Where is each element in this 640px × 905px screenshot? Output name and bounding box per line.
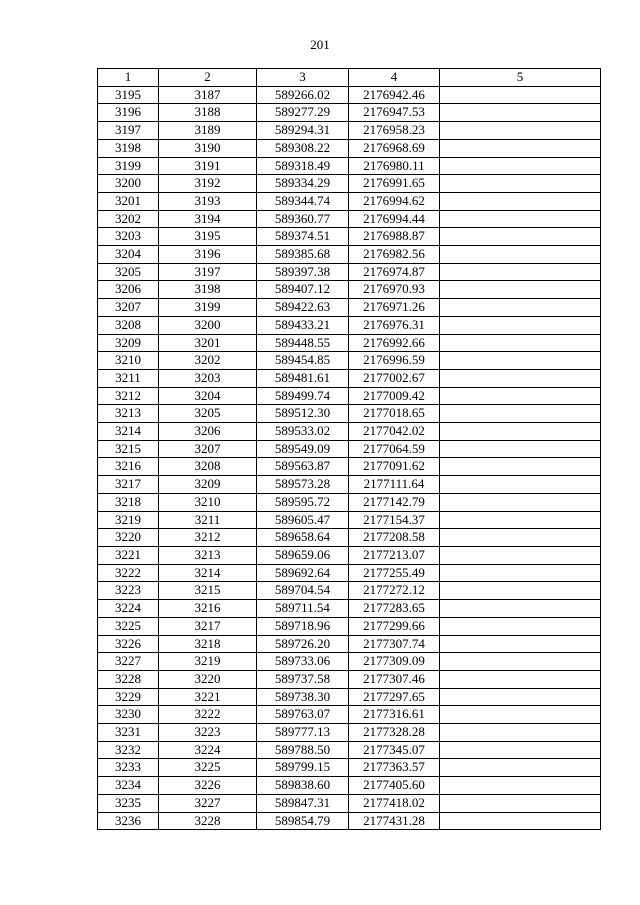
table-cell: 3217 (98, 476, 159, 494)
table-cell (440, 246, 601, 264)
table-cell: 589605.47 (257, 511, 349, 529)
table-cell: 3202 (98, 210, 159, 228)
table-cell (440, 670, 601, 688)
table-cell: 3217 (159, 617, 257, 635)
table-cell: 589344.74 (257, 192, 349, 210)
table-header-row (98, 69, 601, 87)
table-cell: 3198 (98, 139, 159, 157)
table-row (98, 210, 601, 228)
table-cell: 589704.54 (257, 582, 349, 600)
table-cell: 589658.64 (257, 529, 349, 547)
column-header: 5 (440, 69, 601, 87)
table-cell (440, 812, 601, 830)
table-cell (440, 529, 601, 547)
table-cell: 3195 (159, 228, 257, 246)
table-cell: 589533.02 (257, 423, 349, 441)
table-cell: 3205 (98, 263, 159, 281)
table-cell: 589374.51 (257, 228, 349, 246)
table-cell: 2176970.93 (349, 281, 440, 299)
table-row (98, 440, 601, 458)
table-cell: 2177431.28 (349, 812, 440, 830)
table-cell: 3207 (159, 440, 257, 458)
table-cell: 589407.12 (257, 281, 349, 299)
table-cell (440, 688, 601, 706)
table-row (98, 334, 601, 352)
table-cell: 589692.64 (257, 564, 349, 582)
column-header: 4 (349, 69, 440, 87)
table-cell: 3236 (98, 812, 159, 830)
table-cell: 589294.31 (257, 122, 349, 140)
table-cell: 3218 (98, 493, 159, 511)
table-cell: 589573.28 (257, 476, 349, 494)
table-cell (440, 440, 601, 458)
table-row (98, 724, 601, 742)
table-cell (440, 175, 601, 193)
table-row (98, 688, 601, 706)
table-cell (440, 122, 601, 140)
table-cell: 2176991.65 (349, 175, 440, 193)
table-cell (440, 263, 601, 281)
table-cell (440, 316, 601, 334)
table-cell: 3204 (159, 387, 257, 405)
table-cell: 3224 (98, 600, 159, 618)
table-cell (440, 741, 601, 759)
table-cell: 3210 (159, 493, 257, 511)
table-cell: 3214 (98, 423, 159, 441)
coordinates-table (97, 68, 601, 830)
table-cell (440, 86, 601, 104)
table-row (98, 600, 601, 618)
table-cell: 589799.15 (257, 759, 349, 777)
table-cell: 3216 (159, 600, 257, 618)
table-cell: 3189 (159, 122, 257, 140)
table-cell: 3201 (98, 192, 159, 210)
table-cell: 3226 (98, 635, 159, 653)
table-cell (440, 352, 601, 370)
table-cell: 3205 (159, 405, 257, 423)
table-row (98, 546, 601, 564)
table-row (98, 281, 601, 299)
table-row (98, 582, 601, 600)
table-cell: 589277.29 (257, 104, 349, 122)
table-cell: 2177328.28 (349, 724, 440, 742)
table-cell: 3224 (159, 741, 257, 759)
table-cell: 589481.61 (257, 369, 349, 387)
table-row (98, 86, 601, 104)
table-cell: 3216 (98, 458, 159, 476)
table-cell: 2177142.79 (349, 493, 440, 511)
table-cell: 3208 (98, 316, 159, 334)
table-cell (440, 511, 601, 529)
table-cell: 2177255.49 (349, 564, 440, 582)
table-cell: 589397.38 (257, 263, 349, 281)
table-cell: 3215 (98, 440, 159, 458)
table-cell: 2177283.65 (349, 600, 440, 618)
table-cell: 3193 (159, 192, 257, 210)
table-cell: 3204 (98, 246, 159, 264)
table-cell: 589659.06 (257, 546, 349, 564)
table-row (98, 246, 601, 264)
table-cell: 589563.87 (257, 458, 349, 476)
table-cell: 3197 (98, 122, 159, 140)
table-cell: 3221 (98, 546, 159, 564)
table-cell: 3213 (98, 405, 159, 423)
table-cell (440, 564, 601, 582)
table-cell: 2177307.74 (349, 635, 440, 653)
table-row (98, 263, 601, 281)
table-cell: 2177042.02 (349, 423, 440, 441)
table-row (98, 706, 601, 724)
table-cell: 589318.49 (257, 157, 349, 175)
table-cell: 2177009.42 (349, 387, 440, 405)
table-cell: 2177307.46 (349, 670, 440, 688)
table-cell: 2177316.61 (349, 706, 440, 724)
table-cell (440, 334, 601, 352)
table-cell: 589733.06 (257, 653, 349, 671)
table-cell: 589512.30 (257, 405, 349, 423)
table-cell: 3232 (98, 741, 159, 759)
table-cell: 589838.60 (257, 777, 349, 795)
table-cell: 3201 (159, 334, 257, 352)
table-cell: 2176982.56 (349, 246, 440, 264)
table-cell: 589549.09 (257, 440, 349, 458)
table-cell: 2176942.46 (349, 86, 440, 104)
table-cell: 3209 (159, 476, 257, 494)
table-cell: 3226 (159, 777, 257, 795)
table-cell (440, 387, 601, 405)
table-cell: 2176947.53 (349, 104, 440, 122)
table-cell: 589738.30 (257, 688, 349, 706)
table-cell: 589847.31 (257, 794, 349, 812)
table-cell: 589777.13 (257, 724, 349, 742)
column-header: 2 (159, 69, 257, 87)
table-row (98, 352, 601, 370)
table-cell: 3208 (159, 458, 257, 476)
table-row (98, 564, 601, 582)
table-cell: 3187 (159, 86, 257, 104)
table-cell: 589448.55 (257, 334, 349, 352)
table-cell (440, 139, 601, 157)
table-cell: 3215 (159, 582, 257, 600)
table-cell: 3195 (98, 86, 159, 104)
table-cell: 3200 (98, 175, 159, 193)
table-cell: 3222 (98, 564, 159, 582)
table-row (98, 369, 601, 387)
table-row (98, 228, 601, 246)
table-cell (440, 600, 601, 618)
table-row (98, 529, 601, 547)
table-cell: 3206 (98, 281, 159, 299)
table-cell (440, 794, 601, 812)
table-cell: 589385.68 (257, 246, 349, 264)
table-cell: 2176988.87 (349, 228, 440, 246)
table-cell: 589854.79 (257, 812, 349, 830)
table-cell: 3234 (98, 777, 159, 795)
table-cell: 3227 (159, 794, 257, 812)
table-cell: 3202 (159, 352, 257, 370)
table-cell (440, 281, 601, 299)
table-cell (440, 476, 601, 494)
table-cell: 3218 (159, 635, 257, 653)
table-cell (440, 582, 601, 600)
table-cell: 3192 (159, 175, 257, 193)
table-cell: 3197 (159, 263, 257, 281)
table-cell: 589422.63 (257, 299, 349, 317)
table-cell: 2176968.69 (349, 139, 440, 157)
table-cell: 3229 (98, 688, 159, 706)
table-cell: 3198 (159, 281, 257, 299)
table-cell: 2177405.60 (349, 777, 440, 795)
table-cell: 3191 (159, 157, 257, 175)
table-cell: 3207 (98, 299, 159, 317)
table-cell (440, 405, 601, 423)
table-cell: 3190 (159, 139, 257, 157)
table-cell (440, 157, 601, 175)
table-row (98, 405, 601, 423)
table-cell (440, 192, 601, 210)
table-row (98, 423, 601, 441)
table-cell: 2177299.66 (349, 617, 440, 635)
table-cell (440, 104, 601, 122)
table-cell: 2176974.87 (349, 263, 440, 281)
table-cell: 2177018.65 (349, 405, 440, 423)
table-cell: 2176980.11 (349, 157, 440, 175)
table-cell: 3196 (98, 104, 159, 122)
table-cell: 589711.54 (257, 600, 349, 618)
table-cell: 3220 (159, 670, 257, 688)
table-row (98, 299, 601, 317)
table-cell: 3228 (98, 670, 159, 688)
table-cell: 3203 (159, 369, 257, 387)
table-cell (440, 777, 601, 795)
table-row (98, 635, 601, 653)
column-header: 1 (98, 69, 159, 87)
table-cell (440, 299, 601, 317)
table-cell (440, 546, 601, 564)
table-cell: 3221 (159, 688, 257, 706)
table-cell: 3228 (159, 812, 257, 830)
table-row (98, 139, 601, 157)
table-cell: 589454.85 (257, 352, 349, 370)
table-cell: 2177418.02 (349, 794, 440, 812)
table-row (98, 175, 601, 193)
table-cell: 3233 (98, 759, 159, 777)
table-cell: 589726.20 (257, 635, 349, 653)
table-cell: 2176994.44 (349, 210, 440, 228)
table-cell: 3212 (98, 387, 159, 405)
table-cell: 3219 (98, 511, 159, 529)
table-cell (440, 369, 601, 387)
table-cell: 2176992.66 (349, 334, 440, 352)
table-cell: 3213 (159, 546, 257, 564)
table-cell: 2176996.59 (349, 352, 440, 370)
table-cell: 2177154.37 (349, 511, 440, 529)
table-row (98, 670, 601, 688)
table-row (98, 653, 601, 671)
table-cell: 2177363.57 (349, 759, 440, 777)
table-cell: 2176971.26 (349, 299, 440, 317)
table-cell (440, 635, 601, 653)
table-cell: 3188 (159, 104, 257, 122)
table-cell: 589360.77 (257, 210, 349, 228)
table-cell: 2177064.59 (349, 440, 440, 458)
table-cell: 3225 (98, 617, 159, 635)
table-cell: 2177309.09 (349, 653, 440, 671)
table-cell (440, 423, 601, 441)
table-row (98, 192, 601, 210)
table-cell: 3200 (159, 316, 257, 334)
table-row (98, 741, 601, 759)
table-row (98, 476, 601, 494)
table-cell: 589718.96 (257, 617, 349, 635)
table-cell: 2177091.62 (349, 458, 440, 476)
table-cell: 2177345.07 (349, 741, 440, 759)
table-cell: 3211 (98, 369, 159, 387)
table-row (98, 794, 601, 812)
table-cell (440, 458, 601, 476)
table-row (98, 458, 601, 476)
table-cell (440, 759, 601, 777)
table-row (98, 387, 601, 405)
table-cell (440, 724, 601, 742)
table-cell: 3222 (159, 706, 257, 724)
table-cell: 3235 (98, 794, 159, 812)
table-cell: 2176994.62 (349, 192, 440, 210)
table-row (98, 777, 601, 795)
table-cell: 3231 (98, 724, 159, 742)
table-cell: 2177002.67 (349, 369, 440, 387)
table-cell: 3230 (98, 706, 159, 724)
table-cell (440, 228, 601, 246)
table-row (98, 104, 601, 122)
table-cell: 589499.74 (257, 387, 349, 405)
table-cell: 3206 (159, 423, 257, 441)
table-cell: 589334.29 (257, 175, 349, 193)
table-row (98, 493, 601, 511)
table-cell: 2177111.64 (349, 476, 440, 494)
table-cell: 3212 (159, 529, 257, 547)
table-body (98, 86, 601, 830)
table-cell: 3227 (98, 653, 159, 671)
table-cell: 3199 (159, 299, 257, 317)
table-cell: 589433.21 (257, 316, 349, 334)
table-cell (440, 210, 601, 228)
table-cell: 3196 (159, 246, 257, 264)
table-cell: 3214 (159, 564, 257, 582)
table-cell: 2177208.58 (349, 529, 440, 547)
table-cell: 3219 (159, 653, 257, 671)
table-cell: 2176976.31 (349, 316, 440, 334)
table-row (98, 617, 601, 635)
column-header: 3 (257, 69, 349, 87)
table-cell: 2177297.65 (349, 688, 440, 706)
table-cell: 3210 (98, 352, 159, 370)
table-cell: 2177213.07 (349, 546, 440, 564)
table-cell (440, 493, 601, 511)
table-row (98, 157, 601, 175)
table-cell: 3199 (98, 157, 159, 175)
table-cell: 3203 (98, 228, 159, 246)
table-row (98, 759, 601, 777)
table-cell (440, 653, 601, 671)
table-cell: 3209 (98, 334, 159, 352)
table-cell: 2177272.12 (349, 582, 440, 600)
table-cell: 3223 (98, 582, 159, 600)
table-cell: 3220 (98, 529, 159, 547)
table-row (98, 122, 601, 140)
table-cell: 3211 (159, 511, 257, 529)
table-cell: 3194 (159, 210, 257, 228)
table-cell (440, 706, 601, 724)
table-cell: 3225 (159, 759, 257, 777)
table-cell: 3223 (159, 724, 257, 742)
table-cell: 589737.58 (257, 670, 349, 688)
table-cell: 589266.02 (257, 86, 349, 104)
table-cell: 589308.22 (257, 139, 349, 157)
table-row (98, 812, 601, 830)
table-cell: 589788.50 (257, 741, 349, 759)
table-cell: 589763.07 (257, 706, 349, 724)
table-row (98, 511, 601, 529)
table-cell: 589595.72 (257, 493, 349, 511)
page-number: 201 (310, 37, 330, 52)
table-cell: 2176958.23 (349, 122, 440, 140)
table-row (98, 316, 601, 334)
table-cell (440, 617, 601, 635)
